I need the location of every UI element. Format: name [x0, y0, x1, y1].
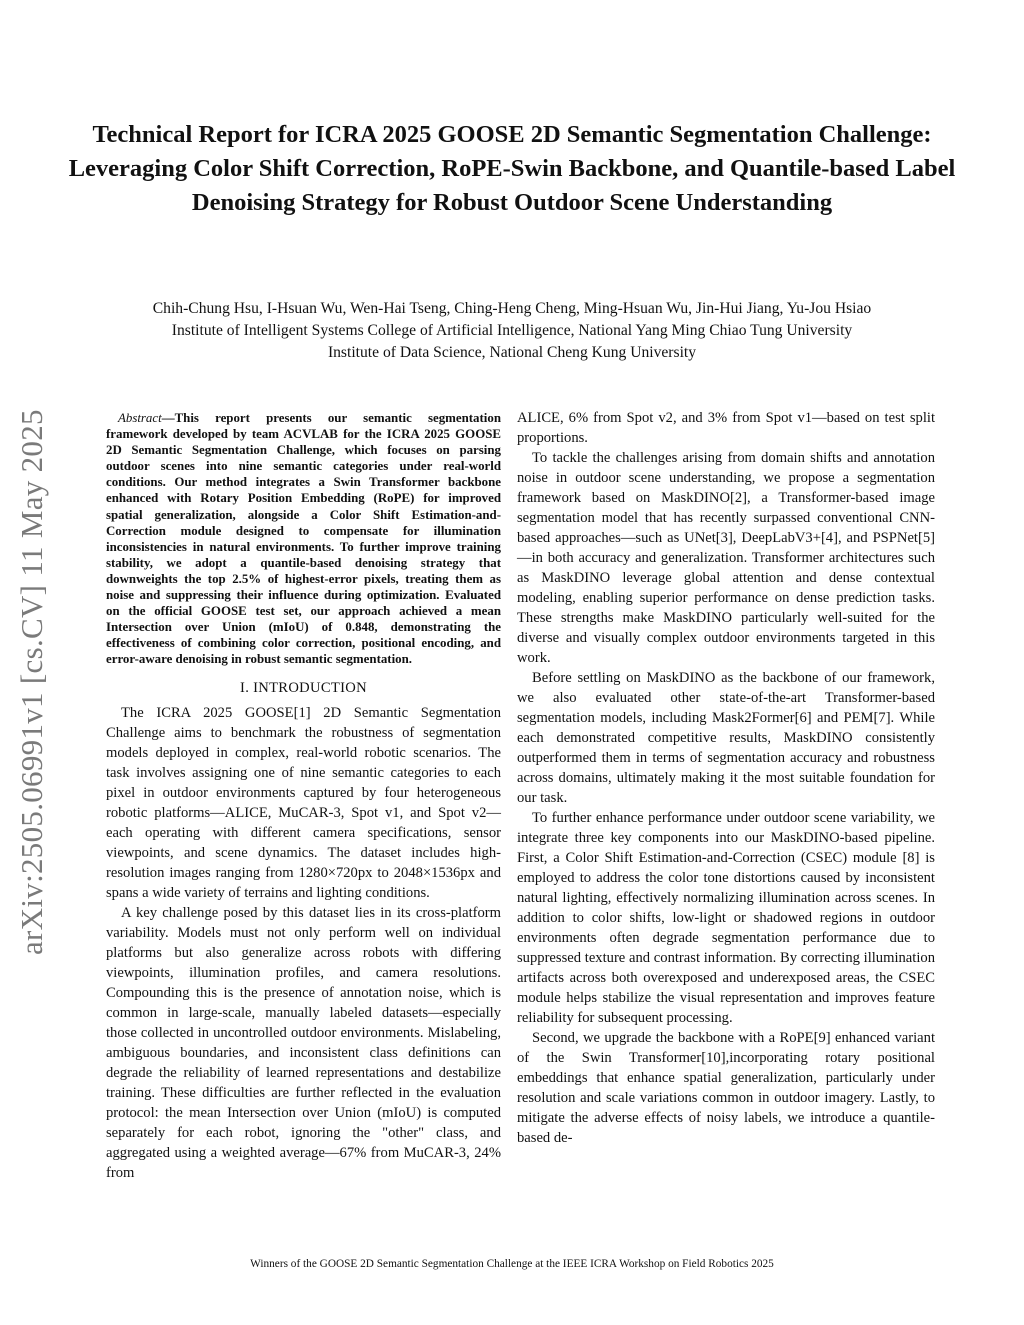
paragraph: To further enhance performance under outdoor scene variability, we integrate three key components into our MaskDINO-based pipeline. First, a Color Shift Estimation-and-Correction (CSEC) module [8] is employed to address the color tone distortions caused by inconsistent natural lighting, effectively normalizing illumination across scenes. In addition to color shifts, low-light or shadowed regions in outdoor environments often degrade segmentation performance due to suppressed texture and contrast information. By correcting illumination artifacts across both overexposed and underexposed areas, the CSEC module helps stabilize the visual representation and improves feature reliability for subsequent processing. — [517, 810, 935, 1026]
author-names: Chih-Chung Hsu, I-Hsuan Wu, Wen-Hai Tseng, Ching-Heng Cheng, Ming-Hsuan Wu, Jin-Hui Jiang, Yu-Jou Hsiao — [152, 300, 872, 317]
paragraph: Before settling on MaskDINO as the backbone of our framework, we also evaluated other state-of-the-art Transformer-based segmentation models, including Mask2Former[6] and PEM[7]. While each demonstrated competitive results, MaskDINO consistently outperformed them in terms of segmentation accuracy and robustness across domains, ultimately making it the most suitable foundation for our task. — [517, 670, 935, 806]
paragraph: Second, we upgrade the backbone with a RoPE[9] enhanced variant of the Swin Transformer[10],incorporating rotary positional embeddings that enhance spatial generalization, particularly under resolution and scale variations common in outdoor imagery. Lastly, to mitigate the adverse effects of noisy labels, we introduce a quantile-based de- — [517, 1030, 935, 1146]
author-block — [40, 298, 984, 364]
paper-title: Technical Report for ICRA 2025 GOOSE 2D Semantic Segmentation Challenge: Leveraging Color Shift Correction, RoPE-Swin Backbone, and Quantile-based Label Denoising Strategy for Robust Outdoor Scene Understanding — [68, 121, 956, 216]
page-footer: Winners of the GOOSE 2D Semantic Segmentation Challenge at the IEEE ICRA Workshop on Field Robotics 2025 — [250, 1258, 774, 1270]
affiliation: Institute of Data Science, National Cheng Kung University — [327, 344, 697, 361]
paragraph: ALICE, 6% from Spot v2, and 3% from Spot v1—based on test split proportions. — [517, 410, 935, 446]
left-column — [106, 410, 501, 1183]
paragraph: To tackle the challenges arising from domain shifts and annotation noise in outdoor scene understanding, we propose a segmentation framework based on MaskDINO[2], a Transformer-based image segmentation model that has recently surpassed conventional CNN-based approaches—such as UNet[3], DeepLabV3+[4], and PSPNet[5]—in both accuracy and generalization. Transformer architectures such as MaskDINO leverage global attention and dense contextual modeling, enabling superior performance on dense prediction tasks. These strengths make MaskDINO particularly well-suited for the diverse and visually complex outdoor environments targeted in this work. — [517, 450, 935, 666]
section-heading: I. INTRODUCTION — [240, 679, 367, 696]
abstract-text: This report presents our semantic segmentation framework developed by team ACVLAB for the ICRA 2025 GOOSE 2D Semantic Segmentation Challenge, which focuses on parsing outdoor scenes into nine semantic categories under real-world conditions. Our method integrates a Swin Transformer backbone enhanced with Rotary Position Embedding (RoPE) for improved spatial generalization, alongside a Color Shift Estimation-and-Correction module designed to compensate for illumination inconsistencies in natural environments. To further improve training stability, we adopt a quantile-based denoising strategy that downweights the top 2.5% of highest-error pixels, treating them as noise and suppressing their influence during optimization. Evaluated on the official GOOSE test set, our approach achieved a mean Intersection over Union (mIoU) of 0.848, demonstrating the effectiveness of combining color correction, positional encoding, and error-aware denoising in robust semantic segmentation. — [106, 411, 501, 667]
paragraph: A key challenge posed by this dataset lies in its cross-platform variability. Models must not only perform well on individual platforms but also generalize across robots with differing viewpoints, illumination profiles, and camera resolutions. Compounding this is the presence of annotation noise, which is common in large-scale, manually labeled datasets—especially those collected in uncontrolled outdoor environments. Mislabeling, ambiguous boundaries, and inconsistent class definitions can degrade the reliability of learned representations and destabilize training. These difficulties are further reflected in the evaluation protocol: the mean Intersection over Union (mIoU) is computed separately for each robot, ignoring the "other" class, and aggregated using a weighted average—67% from MuCAR-3, 24% from — [106, 904, 501, 1181]
right-column — [517, 408, 935, 1148]
abstract: Abstract—This report presents our semantic segmentation framework developed by team ACVLAB for the ICRA 2025 GOOSE 2D Semantic Segmentation Challenge, which focuses on parsing outdoor scenes into nine semantic categories under real-world conditions. Our method integrates a Swin Transformer backbone enhanced with Rotary Position Embedding (RoPE) for improved spatial generalization, alongside a Color Shift Estimation-and-Correction module designed to compensate for illumination inconsistencies in natural environments. To further improve training stability, we adopt a quantile-based denoising strategy that downweights the top 2.5% of highest-error pixels, treating them as noise and suppressing their influence during optimization. Evaluated on the official GOOSE test set, our approach achieved a mean Intersection over Union (mIoU) of 0.848, demonstrating the effectiveness of combining color correction, positional encoding, and error-aware denoising in robust semantic segmentation. — [106, 411, 501, 667]
abstract-label: Abstract — [118, 411, 162, 425]
affiliation: Institute of Intelligent Systems College of Artificial Intelligence, National Yang Ming Chiao Tung University — [171, 322, 853, 339]
paragraph: The ICRA 2025 GOOSE[1] 2D Semantic Segmentation Challenge aims to benchmark the robustness of segmentation models deployed in complex, real-world robotic scenarios. The task involves assigning one of nine semantic categories to each pixel in outdoor environments captured by four heterogeneous robotic platforms—ALICE, MuCAR-3, Spot v1, and Spot v2—each operating with different camera specifications, sensor viewpoints, and scene dynamics. The dataset includes high-resolution images ranging from 1280×720px to 2048×1536px and spans a wide variety of terrains and lighting conditions. — [106, 704, 501, 901]
arxiv-identifier: arXiv:2505.06991v1 [cs.CV] 11 May 2025 — [14, 409, 49, 955]
